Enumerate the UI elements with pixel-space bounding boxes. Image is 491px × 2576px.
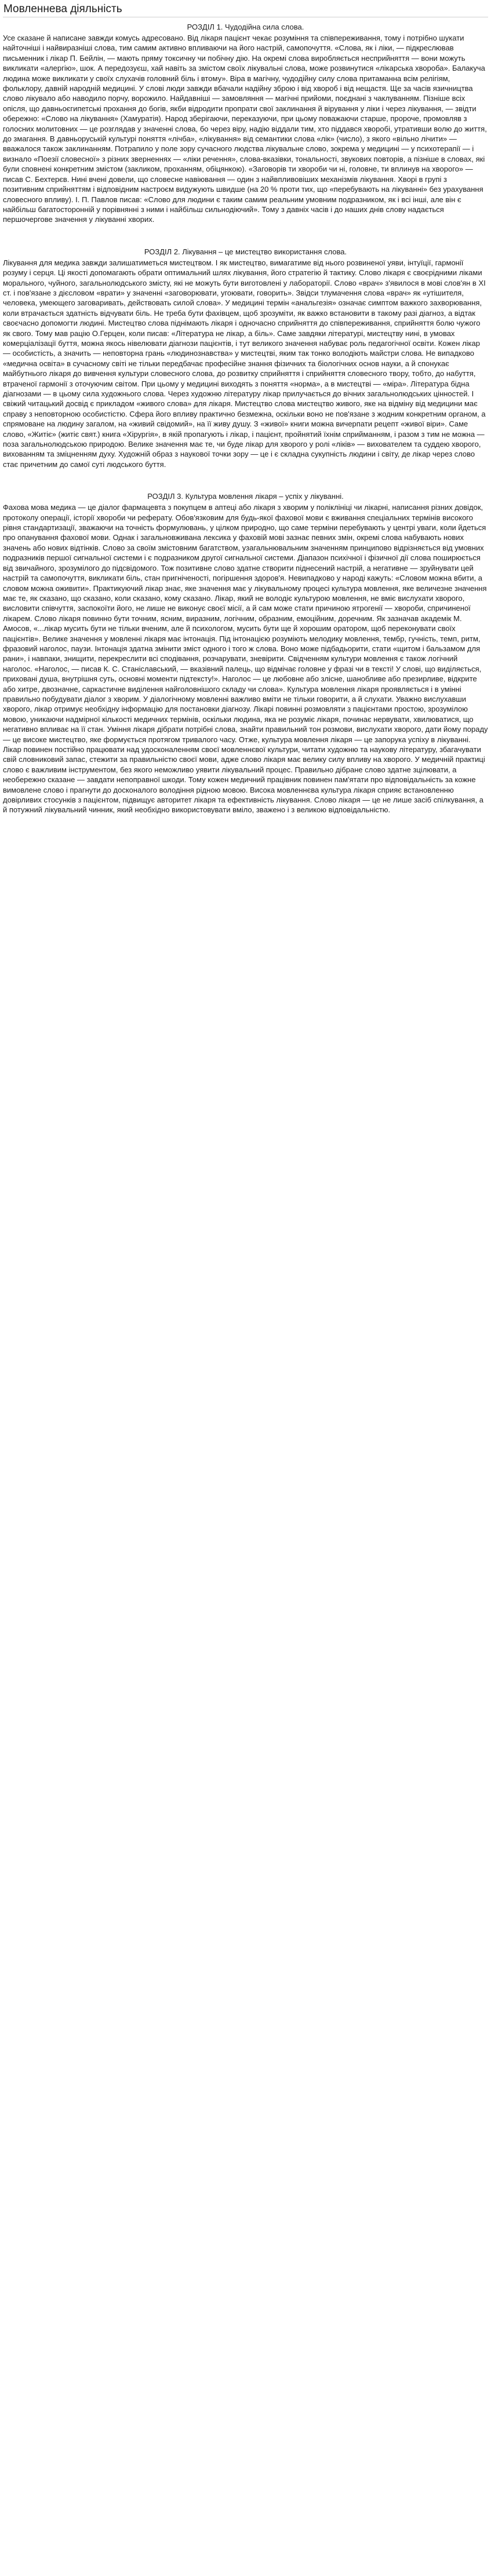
- section-heading: РОЗДІЛ 2. Лікування – це мистецтво використання слова.: [144, 247, 347, 256]
- section-spacer: [3, 225, 488, 242]
- page-title: Мовленнева діяльність: [3, 1, 488, 17]
- section-paragraph: Лікування для медика завжди залишатиметься мистецтвом. І як мистецтво, вимагатиме від нього розвиненої уяви, інтуїції, гармонії розуму і серця. Ці якості допомагають обрати оптимальний шлях лікування, його стратегію й тактику. Слово лікаря є своєрідними ліками морального, чуйного, загальнолюдського змісту, які не можуть бути виготовлені у лабораторії. Слово «врач» з'явилося в мові слов'ян в XI ст. і пов'язане з дієсловом «врати» у значенні «заговорювати, угоювати, говорить». Звідси тлумачення слова «врач» як «утішителя, человека, умеющего заговаривать, действовать силой слова». У медицині термін «анальгезія» означає симптом важкого захворювання, коли втрачається здатність відчувати біль. Не треба бути фахівцем, щоб зрозуміти, як важко встановити в такому разі діагноз, а відтак своєчасно допомогти людині. Мистецтво слова піднімають лікаря і одночасно сприйняття до співпереживання, сприйняття болю чужого як свого. Тому мав рацію О.Герцен, коли писав: «Література не лікар, а біль». Саме завдяки літературі, мистецтву нині, в умовах комерціалізації буття, можна якось нівелювати діагнози пацієнтів, і тут великого значення набуває роль педагогічної освіти. Кожен лікар — особистість, а значить — неповторна грань «людинознавства» у мистецтві, яким так тонко володіють майстри слова. Не випадково «медична освіта» в сучасному світі не тільки передбачає професійне знання фізичних та біологічних основ науки, а й спонукає майбутнього лікаря до вивчення культури словесного слова, до розвитку сприйняття і сприйняття словесного твору, тобто, до набуття, втраченої гармонії з оточуючим світом. При цьому у медицині виходять з поняття «норма», а в мистецтві — «міра». Література бідна діагнозами — в цьому сила художнього слова. Через художню літературу лікар прилучається до вічних загальнолюдських цінностей. І свіжий читацький досвід є прикладом «живого слова» для лікаря. Мистецтво слова мистецтво живого, яке на відміну від медицини має справу з неповторною особистістю. Сфера його впливу практично безмежна, оскільки воно не пов'язане з жодним конкретним органом, а спрямоване на людину загалом, на «живий свідомий», на її живу душу. З «живої» книги можна вичерпати рецепт «живої віри». Саме слово, «Житіє» (житіє свят.) книга «Хірургія», в якій пропагують і лікар, і пацієнт, пройнятий їхнім сприйманням, і разом з тим не можна — поза загальнолюдською природою. Велике значення має те, чи буде лікар для хворого у ролі «ліків» — вихователем та суддею хворого, вихованням та зміцненням духу. Художній образ з наукової точки зору — це і є складна сукупність людини і світу, де лікар через слово стає причетним до самої суті людського буття.: [3, 258, 486, 469]
- section-heading: РОЗДІЛ 1. Чудодійна сила слова.: [187, 23, 304, 31]
- section-3: [3, 491, 488, 815]
- section-paragraph: Усе сказане й написане завжди комусь адресовано. Від лікаря пацієнт чекає розуміння та співпереживання, тому і потрібно шукати найточніші і найвиразніші слова, тим самим активно впливаючи на його настрій, самопочуття. «Слова, як і ліки, — підкреслював письменник і лікар П. Бейлін, — мають пряму токсичну чи побічну дію. На окремі слова виробляється несприйняття — вони можуть викликати «алергію», шок. А передозуєш, хай навіть за змістом своїх лікувальні слова, може розвинутися «лікарська хвороба». Балакуча людина може викликати у своїх слухачів головний біль і втому». Віра в магічну, чудодійну силу слова притаманна всім релігіям, фольклору, давній народній медицині. У слові люди завжди вбачали надійну зброю і від хвороб і від нещастя. Ще за часів язичництва слово лікувало або наводило порчу, ворожило. Найдавніші — замовляння — магічні прийоми, поєднані з чаклуванням. Пізніше всіх опісля, що давньоєгипетські прохання до богів, якби відродити пропрати свої заклинання й вірування у ліки і через лікування, — звідти обережно: «Слово на лікування» (Хамуратія). Народ зберігаючи, переказуючи, при цьому поважаючи старше, пророче, промовляв з голосних молитовних — це розглядав у значенні слова, бо через віру, надію віддали тим, хто піддався хворобі, утративши волю до життя, до змагання. В давньоруській культурі поняття «лічба», «лікування» від семантики слова «лік» (число), з якого «вільно лічити» — вважалося також заклинанням. Потрапило у поле зору сучасного людства лікувальне слово, зокрема у медицині — у психотерапії — і визнало «Поезії словесної» з різних зверненнях — «ліки речення», слова-вказівки, тональності, звукових повторів, а пізніше в словах, які були сповнені конкретним змістом (закликом, проханням, обіцянкою). «Заговорів ти хвороби чи ні, головне, ти вплинув на хворого» — писав С. Бехтерєв. Нині вчені довели, що словесне навіювання — один з найвпливовіших механізмів лікування. Хворі в групі з позитивним сприйняттям і відповідним настроєм видужують швидше (на 20 % проти тих, що «перебувають на лікуванні» без урахування словесного впливу). І. П. Павлов писав: «Слово для людини є таким самим реальним умовним подразником, як і всі інші, але він є найбільш багатосторонній у порівнянні з ними і найбільш сильнодіючий». Тому з давніх часів і до наших днів слову надається першочергове значення у лікуванні хворих.: [3, 34, 487, 224]
- section-paragraph: Фахова мова медика — це діалог фармацевта з покупцем в аптеці або лікаря з хворим у поліклініці чи лікарні, написання різних довідок, протоколу операції, історії хвороби чи реферату. Обов'язковим для будь-якої фахової мови є вживання спеціальних термінів високого рівня стандартизації, зважаючи на точність формулювань, у цілком природно, що саме терміни перебувають у центрі уваги, коли йдеться про опанування фахової мови. Однак і загальновживана лексика у фаховій мові зазнає певних змін, окремі слова набувають нових значень або нових відтінків. Слово за своїм змістовним багатством, узагальнювальним значенням принципово відрізняється від умовних подразників першої сигнальної системи і є подразником другої сигнальної системи. Діапазон психічної і фізичної дії слова поширюється від звичайного, зрозумілого до підсвідомого. Тож позитивне слово здатне створити піднесений настрій, а негативне — зруйнувати цей настрій та самопочуття, викликати біль, стан пригніченості, погіршення здоров'я. Невипадково у народі кажуть: «Словом можна вбити, а словом можна оживити». Практикуючий лікар знає, яке значення має у лікувальному процесі культура мовлення, яке величезне значення має те, як сказано, що сказано, коли сказано, кому сказано. Лікар, який не володіє культурою мовлення, не вміє вислухати хворого, висловити співчуття, заспокоїти його, не лише не виконує своєї місії, а й сам може стати причиною ятрогенії — хвороби, спричиненої лікарем. Слово лікаря повинно бути точним, ясним, виразним, логічним, образним, емоційним, доречним. Як зазначав академік М. Амосов, «...лікар мусить бути не тільки вченим, але й психологом, мусить бути ще й хорошим оратором, щоб переконувати своїх пацієнтів». Велике значення у мовленні лікаря має інтонація. Під інтонацією розуміють мелодику мовлення, тембр, гучність, темп, ритм, фразовий наголос, паузи. Інтонація здатна змінити зміст одного і того ж слова. Воно може підбадьорити, стати «щитом і бальзамом для рани», і навпаки, знищити, перекреслити всі сподівання, розчарувати, зневірити. Свідченням культури мовлення є також логічний наголос. «Наголос, — писав К. С. Станіславський, — вказівний палець, що відмічає головне у фразі чи в тексті! У слові, що виділяється, приховані душа, внутрішня суть, основні моменти підтексту!». Наголос — це любовне або злісне, шанобливе або презирливе, відкрите або хитре, двозначне, саркастичне виділення найголовнішого складу чи слова». Культура мовлення лікаря проявляється і в умінні правильно побудувати діалог з хворим. У діалогічному мовленні важливо вміти не тільки говорити, а й слухати. Уважно вислухавши хворого, лікар отримує необхідну інформацію для постановки діагнозу. Лікарі повинні розмовляти з пацієнтами простою, зрозумілою мовою, уникаючи надмірної кількості медичних термінів, оскільки людина, яка не розуміє лікаря, починає нервувати, хвилюватися, що негативно впливає на її стан. Уміння лікаря дібрати потрібні слова, знайти правильний тон розмови, вислухати хворого, дати йому пораду — це високе мистецтво, яке формується протягом тривалого часу. Отже, культура мовлення лікаря — це запорука успіху в лікуванні. Лікар повинен постійно працювати над удосконаленням своєї мовленнєвої культури, читати художню та наукову літературу, збагачувати свій словниковий запас, стежити за правильністю своєї мови, адже слово лікаря має велику силу впливу на хворого. У медичній практиці слово є важливим інструментом, без якого неможливо уявити лікувальний процес. Правильно дібране слово здатне зцілювати, а необережно сказане — завдати непоправної шкоди. Тому кожен медичний працівник повинен пам'ятати про відповідальність за кожне вимовлене слово і прагнути до досконалого володіння рідною мовою. Висока мовленнєва культура лікаря сприяє встановленню довірливих стосунків з пацієнтом, підвищує авторитет лікаря та ефективність лікування. Слово лікаря — це не лише засіб спілкування, а й потужний лікувальний чинник, який необхідно використовувати вміло, зважено і з великою відповідальністю.: [3, 503, 488, 815]
- section-1: [3, 22, 488, 225]
- section-heading: РОЗДІЛ 3. Культура мовлення лікаря – успіх у лікуванні.: [147, 492, 344, 501]
- section-spacer: [3, 469, 488, 487]
- section-2: [3, 247, 488, 470]
- document-page: [0, 1, 491, 815]
